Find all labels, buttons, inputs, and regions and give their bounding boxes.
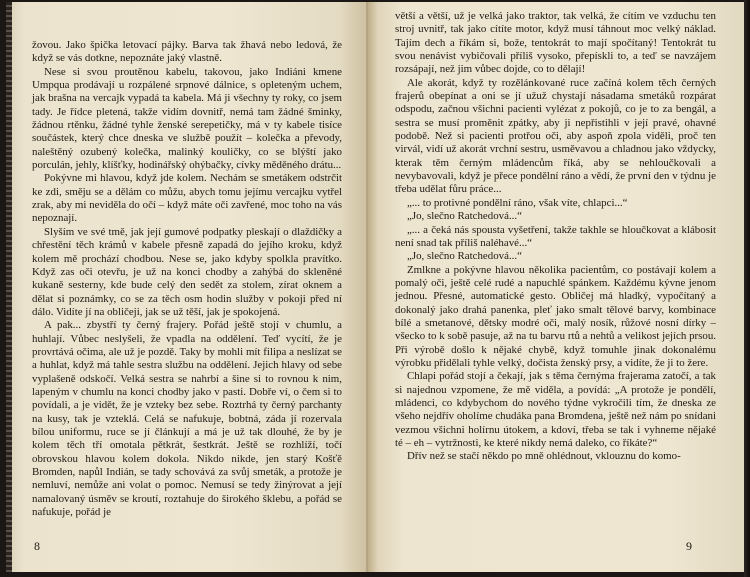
left-page [6, 2, 368, 572]
paragraph: Dřív než se stačí někdo po mně ohlédnout, vklouznu do komo- [407, 450, 681, 463]
page-stack-edge [6, 2, 12, 572]
paragraph: žovou. Jako špička letovací pájky. Barva tak žhavá nebo ledová, že když se vás dotkne, nepoznáte jaký vlastně. [32, 39, 342, 65]
dialogue-line: „... to protivné pondělní ráno, však víte, chlapci...“ [407, 196, 628, 209]
paragraph: Chlapi pořád stojí a čekají, jak s těma černýma frajerama zatočí, a tak si najednou vzpomene, že mě viděla, a povídá: „A protože je pondělí, mládenci, co kdybychom do nového týdne vykročili tím, že dneska ze všeho nejdřív oholíme chudáka pana Bromdena, ještě než nám po snídani vezmou všichni holírnu útokem, a kdoví, třeba se tak i vyhneme nějaké té – eh – vytržnosti, ke které nikdy nemá daleko, co říkáte?“ [395, 370, 716, 449]
paragraph: Nese si svou proutěnou kabelu, takovou, jako Indiáni kmene Umpqua prodávají u rozpálené srpnové dálnice, s opleteným uchem, jak brašna na vercajk vypadá ta kabela. Má ji všechny ty roky, co jsem tady. Je řídce pletená, takže vidím dovnitř, nemá tam žádné šminky, žádnou rtěnku, žádné tyhle ženské serepetičky, má v ty kabele tisíce součástek, který chce dneska ve službě použít – kolečka a převody, naleštěný ozubený kolečka, malinký kouličky, co se blýští jako porculán, jehly, klíšťky, hodinářský ohýbačky, cívky měděného drátu... [32, 65, 342, 172]
paragraph: Ale akorát, když ty rozělánkované ruce začíná kolem těch černých frajerů obepínat a oni se jí užuž chystají násadama smetáků rozpárat odspodu, začnou všichni pacienti vylézat z pokojů, co je to za bengál, a sestra se musí proměnit zpátky, aby ji nepřistihli v její pravé, ohavné podobě. Než si pacienti protřou oči, aby aspoň zpola viděli, proč ten virvál, vidí už akorát vrchní sestru, usměvavou a chladnou jako vždycky, kterak těm černým mládencům říká, aby se nehloučkovali a nevybavovali, když je přece pondělní ráno a vědí, že první den v týdnu je třeba udělat fůru práce... [395, 76, 716, 196]
paragraph: větší a větší, už je velká jako traktor, tak velká, že cítím ve vzduchu ten stroj uvnitř, tak jako cítíte motor, když musí táhnout moc velký náklad. Tajím dech a říkám si, bože, tentokrát to mají spočítaný! Tentokrát tu svou nenávist vybičovali příliš vysoko, přepískli to, a teď se navzájem rozsápají, než jim vůbec dojde, co to dělají! [395, 10, 716, 76]
book-spread [6, 2, 744, 572]
right-page [368, 2, 744, 572]
paragraph: Slyším ve své tmě, jak její gumové podpatky pleskají o dlaždičky a chřestění těch krámů v kabele přesně zapadá do jejího kroku, když kolem mě prochází chodbou. Nese se, jako kdyby spolkla pravítko. Když zas oči otevřu, je už na konci chodby a zahýbá do skleněné kukaně sesterny, kde bude celý den sedět za stolem, zírat oknem a dělat si poznámky, co se za těch osm hodin služby v pokoji před ní dálo. Vidíte jí na obličeji, jak se už těší, jak je spokojená. [32, 225, 342, 318]
page-number: 8 [34, 539, 40, 553]
paragraph: Pokývne mi hlavou, když jde kolem. Nechám se smetákem odstrčit ke zdi, směju se a dělám co můžu, abych tomu jejímu vercajku vytřel zrak, aby mi neviděla do očí – když máte oči zavřené, moc toho na vás nepoznají. [32, 172, 342, 225]
dialogue-line: „Jo, slečno Ratchedová...“ [407, 210, 522, 223]
page-number: 9 [686, 539, 692, 553]
paragraph: A pak... zbystří ty černý frajery. Pořád ještě stojí v chumlu, a huhlají. Vůbec neslyšeli, že vpadla na oddělení. Teď vycítí, že je provrtává očima, ale už je pozdě. Taky by mohli mít filipa a neslízat se a huhlat, když má tahle sestra službu na oddělení. Jejich hlavy od sebe vyplašeně odskočí. Velká sestra se nahrbí a šine si to rovnou k nim, lapeným v chumlu na konci chodby jako v pasti. Dobře ví, o čem si to povídali, a je vidět, že je vzteky bez sebe. Roztrhá ty černý parchanty na kusy, tak je vzteklá. Celá se nafukuje, bobtná, záda jí rozervala bílou uniformu, ruce se jí článkují a má je už tak dlouhé, že by je kolem těch tří omotala pětkrát, šestkrát. Ještě se rozhlíží, točí obrovskou hlavou kolem dokola. Nikdo nikde, jen starý Košťě Bromden, napůl Indián, se tady schovává za svůj smeták, a protože je nemluví, nemůže ani volat o pomoc. Nemusí se tedy žinýrovat a její namalovaný úsměv se kroutí, roztahuje do širokého šklebu, a pořád se nafukuje, pořád je [32, 319, 342, 519]
dialogue-line: „Jo, slečno Ratchedová...“ [407, 250, 522, 263]
dialogue-line: „... a čeká nás spousta vyšetření, takže takhle se hloučkovat a klábosit není snad tak příliš naléhavé...“ [395, 223, 716, 249]
background-edge [744, 0, 750, 577]
paragraph: Zmlkne a pokývne hlavou několika pacientům, co postávají kolem a pomalý oči, ještě celé rudé a napuchlé spánkem. Každému kývne jenom jednou. Přesné, automatické gesto. Obličej má hladký, vypočítaný a dokonalý jako drahá panenka, pleť jako smalt tělové barvy, kombinace bílé a smetanové, dětsky modré oči, malý nosík, růžové nosní dírky – všecko to k sobě pasuje, až na tu barvu rtů a nehtů a velikost jejích prsou. Při výrobě došlo k nějaké chybě, když tomuhle jinak dokonalému výrobku přidělali tyhle velký, dočista ženský prsy, a vidíte, že ji to žere. [395, 263, 716, 369]
